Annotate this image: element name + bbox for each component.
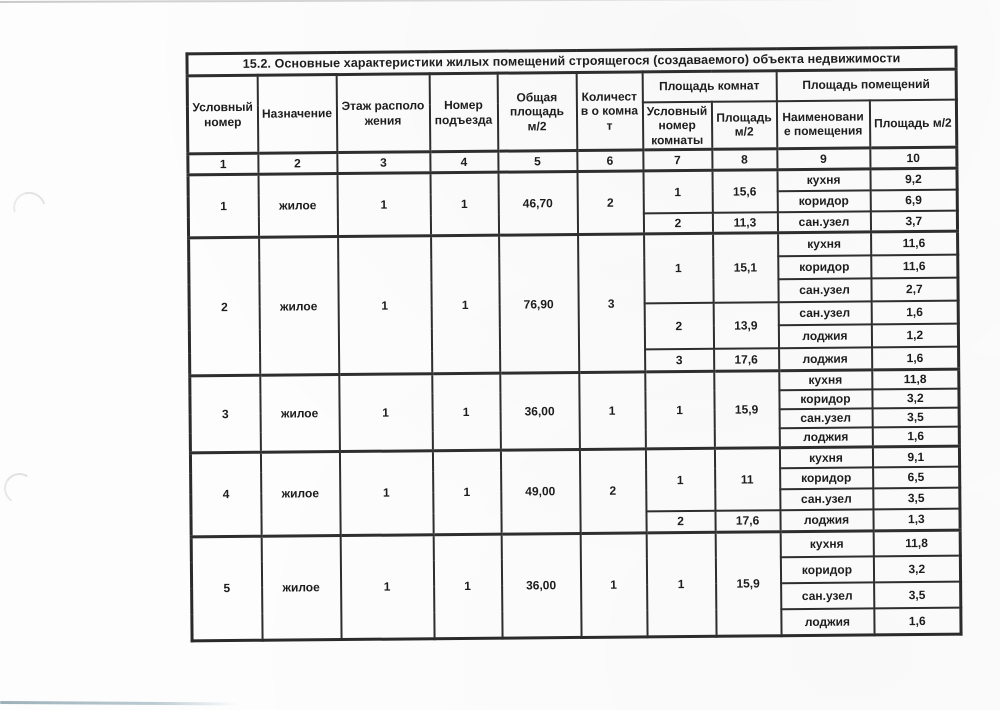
premise-area: 1,6 xyxy=(874,608,961,635)
premise-name: лоджия xyxy=(780,510,873,532)
apartment-entrance: 1 xyxy=(433,534,502,639)
room-area: 15,1 xyxy=(713,233,779,303)
header-entrance: Номер подъезда xyxy=(429,73,498,152)
characteristics-table-wrap xyxy=(185,46,962,642)
room-number: 1 xyxy=(643,171,712,214)
room-number: 1 xyxy=(645,448,715,512)
header-total-area: Общая площадь м/2 xyxy=(497,72,577,151)
premise-area: 1,3 xyxy=(873,509,960,531)
premise-name: кухня xyxy=(777,169,870,191)
room-area: 17,6 xyxy=(715,510,780,532)
premise-name: коридор xyxy=(780,468,873,490)
premise-area: 9,2 xyxy=(870,169,957,191)
room-number: 2 xyxy=(643,213,712,235)
apartment-purpose: жилое xyxy=(259,237,339,376)
premise-name: сан.узел xyxy=(777,211,870,233)
premise-name: кухня xyxy=(780,531,873,558)
apartment-entrance: 1 xyxy=(432,374,501,451)
column-number: 8 xyxy=(712,149,777,171)
premise-name: кухня xyxy=(779,447,872,469)
premise-name: лоджия xyxy=(781,609,874,636)
column-number: 4 xyxy=(430,152,498,174)
apartment-number: 2 xyxy=(189,238,260,377)
apartment-purpose: жилое xyxy=(260,375,340,452)
apartment-rooms-count: 1 xyxy=(580,533,647,638)
premise-area: 11,6 xyxy=(871,255,958,279)
premise-area: 3,5 xyxy=(874,582,961,609)
scanner-edge-artifact xyxy=(0,0,1000,3)
apartment-number: 1 xyxy=(188,175,259,239)
apartment-rooms-count: 1 xyxy=(579,372,646,449)
room-area: 17,6 xyxy=(714,348,779,372)
column-number: 7 xyxy=(643,150,712,172)
premise-area: 3,2 xyxy=(873,556,960,583)
scan-mark-arc-upper xyxy=(7,186,51,230)
apartment-rooms-count: 2 xyxy=(577,171,644,235)
room-area: 15,6 xyxy=(712,170,777,213)
header-premise-area: Площадь м/2 xyxy=(869,99,957,148)
premise-area: 11,8 xyxy=(873,530,960,557)
column-number: 6 xyxy=(577,150,643,172)
header-rooms-group: Площадь комнат xyxy=(642,71,776,102)
premise-name: коридор xyxy=(778,255,871,279)
apartment-total-area: 36,00 xyxy=(500,373,580,450)
room-number: 1 xyxy=(645,372,715,449)
apartment-total-area: 76,90 xyxy=(499,235,579,374)
room-number: 3 xyxy=(645,349,714,373)
premise-area: 2,7 xyxy=(871,278,958,302)
table-title: 15.2. Основные характеристики жилых помещений строящегося (создаваемого) объекта недвижимости xyxy=(187,47,956,76)
room-area: 15,9 xyxy=(714,371,780,448)
premise-area: 3,2 xyxy=(872,389,959,409)
column-number: 5 xyxy=(498,151,577,173)
premise-area: 11,6 xyxy=(871,232,958,256)
premise-name: сан.узел xyxy=(780,489,873,511)
column-number: 9 xyxy=(777,148,870,170)
header-room-area: Площадь м/2 xyxy=(711,101,776,150)
premise-area: 1,6 xyxy=(872,427,959,447)
room-area: 13,9 xyxy=(713,302,778,349)
apartment-number: 4 xyxy=(190,452,261,537)
room-area: 11,3 xyxy=(712,212,777,234)
premise-name: коридор xyxy=(777,190,870,212)
apartment-number: 5 xyxy=(191,536,262,641)
apartment-total-area: 46,70 xyxy=(498,172,578,236)
column-number: 1 xyxy=(188,154,258,176)
room-number: 2 xyxy=(646,511,715,533)
apartment-total-area: 36,00 xyxy=(501,533,581,638)
apartment-purpose: жилое xyxy=(261,535,341,640)
column-number: 3 xyxy=(337,152,430,174)
premise-area: 3,5 xyxy=(872,408,959,428)
column-number: 2 xyxy=(258,153,337,175)
apartment-entrance: 1 xyxy=(431,236,500,375)
apartment-rooms-count: 2 xyxy=(579,449,646,534)
premise-area: 11,8 xyxy=(872,370,959,390)
apartment-floor: 1 xyxy=(338,236,432,375)
apartment-total-area: 49,00 xyxy=(500,449,580,534)
premise-area: 3,5 xyxy=(873,488,960,510)
premise-name: лоджия xyxy=(779,427,872,447)
header-conditional-number: Условный номер xyxy=(187,75,258,154)
premise-area: 9,1 xyxy=(872,446,959,468)
header-premise-name: Наименовани е помещения xyxy=(776,100,869,149)
scan-mark-arc-lower xyxy=(1,470,38,507)
column-number: 10 xyxy=(870,148,957,170)
header-purpose: Назначение xyxy=(257,75,337,154)
room-number: 2 xyxy=(644,303,713,350)
premise-name: сан.узел xyxy=(778,278,871,302)
apartment-purpose: жилое xyxy=(260,451,340,536)
header-floor: Этаж расположения xyxy=(336,74,430,153)
premise-name: сан.узел xyxy=(779,408,872,428)
room-area: 11 xyxy=(714,447,780,511)
premise-name: кухня xyxy=(779,370,872,390)
premise-area: 6,9 xyxy=(870,190,957,212)
premise-name: сан.узел xyxy=(781,583,874,610)
premise-area: 1,6 xyxy=(872,347,959,371)
apartment-floor: 1 xyxy=(340,534,434,639)
header-room-number: Условный номер комнаты xyxy=(642,101,711,150)
room-area: 15,9 xyxy=(715,531,781,636)
apartment-floor: 1 xyxy=(339,450,433,535)
premise-name: кухня xyxy=(778,232,871,256)
room-number: 1 xyxy=(646,532,716,637)
apartment-number: 3 xyxy=(190,376,261,453)
apartment-rooms-count: 3 xyxy=(578,234,645,373)
premise-name: сан.узел xyxy=(778,301,871,325)
apartment-entrance: 1 xyxy=(430,173,499,237)
scan-mark-bottom-line xyxy=(0,701,238,705)
premise-name: лоджия xyxy=(779,347,872,371)
header-rooms-count: Количеств о комнат xyxy=(576,72,643,151)
premise-area: 1,2 xyxy=(871,324,958,348)
premise-area: 3,7 xyxy=(870,211,957,233)
apartment-entrance: 1 xyxy=(432,450,501,535)
apartment-purpose: жилое xyxy=(258,174,338,238)
premise-name: коридор xyxy=(780,557,873,584)
premise-area: 6,5 xyxy=(873,467,960,489)
characteristics-table xyxy=(185,46,962,642)
apartment-floor: 1 xyxy=(339,374,433,451)
premise-name: коридор xyxy=(779,389,872,409)
header-premises-group: Площадь помещений xyxy=(776,69,956,101)
premise-area: 1,6 xyxy=(871,301,958,325)
premise-name: лоджия xyxy=(778,324,871,348)
room-number: 1 xyxy=(644,234,714,304)
apartment-floor: 1 xyxy=(337,173,431,237)
